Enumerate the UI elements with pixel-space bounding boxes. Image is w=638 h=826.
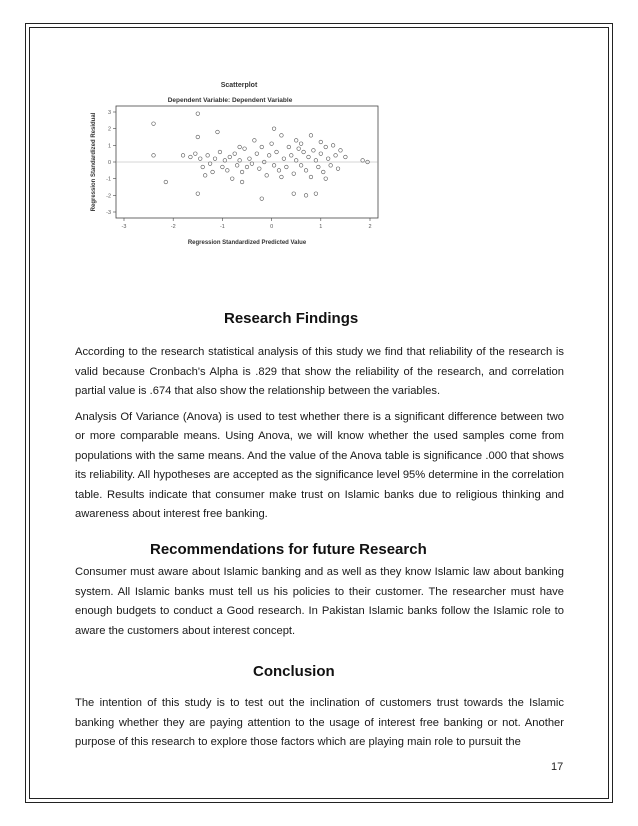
x-tick-label: -2	[170, 224, 176, 230]
y-tick-label: 0	[107, 160, 111, 166]
y-tick-label: 2	[107, 126, 111, 133]
x-tick-label: 1	[319, 224, 323, 230]
y-tick-label: 1	[107, 143, 111, 150]
x-axis-label: Regression Standardized Predicted Value	[187, 240, 307, 246]
x-tick-label: -1	[219, 224, 225, 230]
recommendations-heading: Recommendations for future Research	[150, 541, 427, 558]
conclusion-paragraph: The intention of this study is to test out the inclination of customers trust towards the Islamic banking whether they are paying attention to the usage of interest free banking or not. Another purpose of this research to explore those factors which are playing main role to pursuit the	[75, 697, 564, 748]
recommendations-paragraph: Consumer must aware about Islamic banking and as well as they know Islamic law about banking system. All Islamic banks must tell us his policies to their customer. The researcher must have enough budgets to conduct a Good research. In Pakistan Islamic banks follow the Islamic role to aware the customers about interest concept.	[75, 566, 564, 637]
conclusion-heading: Conclusion	[253, 663, 335, 680]
scatterplot-chart	[76, 76, 390, 252]
chart-subtitle: Dependent Variable: Dependent Variable	[167, 97, 293, 104]
y-axis-label: Regression Standardized Residual	[91, 112, 97, 212]
y-tick-label: -1	[106, 176, 111, 183]
findings-block	[75, 343, 564, 525]
conclusion-block	[75, 694, 564, 753]
scatterplot-svg	[76, 76, 390, 252]
x-tick-label: 2	[368, 224, 372, 230]
recommendations-block	[75, 563, 564, 641]
x-tick-label: -3	[121, 224, 127, 230]
y-tick-label: -3	[106, 210, 111, 216]
y-tick-label: 3	[107, 110, 111, 116]
y-tick-label: -2	[106, 193, 111, 200]
findings-paragraph-2: Analysis Of Variance (Anova) is used to test whether there is a significant difference between two or more comparable means. Using Anova, we will know whether the used samples come from populations with the same means. And the value of the Anova table is significance .000 that shows its reliability. All hypotheses are accepted as the significance level 95% determine in the correlation table. Results indicate that consumer make trust on Islamic banks due to religious thinking and awareness about interest free banking.	[75, 410, 564, 520]
page-number: 17	[551, 761, 564, 773]
findings-heading: Research Findings	[224, 310, 359, 327]
chart-title: Scatterplot	[220, 82, 258, 89]
x-tick-label: 0	[270, 224, 274, 230]
findings-paragraph-1: According to the research statistical analysis of this study we find that reliability of the research is valid because Cronbach's Alpha is .829 that show the reliability of the research, and correlation partial value is .674 that also show the relationship between the variables.	[75, 346, 564, 397]
